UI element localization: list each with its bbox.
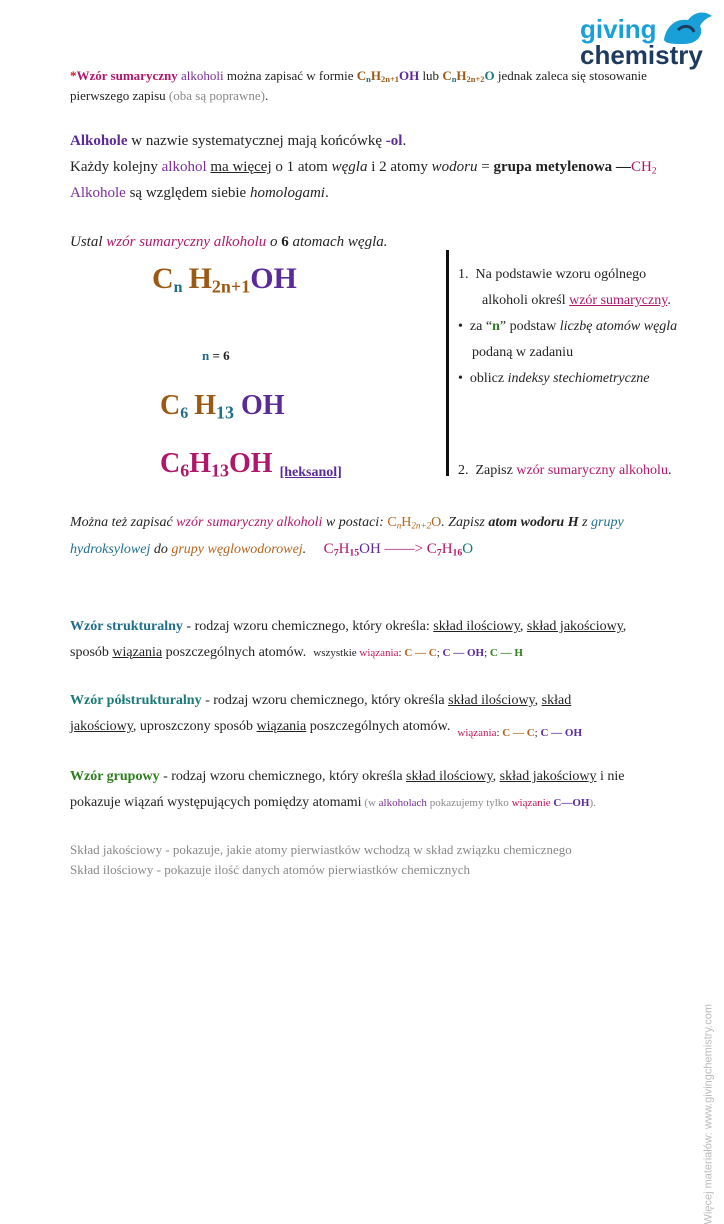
alternative-notation: Można też zapisać wzór sumaryczny alkoholi w postaci: $C_nH_{2n+2}O$. Zapisz atom wodoru H z grupy hydroksylowej do grupy węglowodorowej. $C_7H_{15}OH$ ——> $C_7H_{16}O$ — [70, 515, 624, 559]
watermark: Więcej materiałów: www.givingchemistry.com — [702, 1004, 714, 1224]
definitions — [70, 840, 572, 880]
def-qualitative: Skład jakościowy - pokazuje, jakie atomy pierwiastków wchodzą w skład związku chemicznego — [70, 842, 572, 857]
logo — [578, 12, 718, 74]
general-formula: $C_n$ $H_{2n+1}OH$ — [152, 262, 297, 297]
def-quantitative: Skład ilościowy - pokazuje ilość danych atomów pierwiastków chemicznych — [70, 862, 471, 877]
note: *Wzór sumaryczny alkoholi można zapisać w formie $C_nH_{2n+1}OH$ lub $C_nH_{2n+2}O$ jednak zaleca się stosowanie pierwszego zapisu (oba są poprawne). — [70, 68, 647, 103]
structural-formula-def: Wzór strukturalny - rodzaj wzoru chemicznego, który określa: skład ilościowy, skład jakościowy, sposób wiązania poszczególnych atomów. wszystkie wiązania: C — C; C — OH; C — H — [70, 619, 627, 660]
intro: Alkohole w nazwie systematycznej mają końcówkę -ol. Każdy kolejny alkohol ma więcej o 1 atom węgla i 2 atomy wodoru = grupa metylenowa $—CH_2$ Alkohole są względem siebie homologami. — [70, 133, 657, 201]
semistructural-formula-def: Wzór półstrukturalny - rodzaj wzoru chemicznego, który określa skład ilościowy, skład jakościowy, uproszczony sposób wiązania poszczególnych atomów. $_{wiązania: C — C; C — OH}$ — [70, 693, 583, 739]
group-formula-def: Wzór grupowy - rodzaj wzoru chemicznego, który określa skład ilościowy, skład jakościowy i nie pokazuje wiązań występujących pomiędzy atomami (w alkoholach pokazujemy tylko wiązanie C—OH). — [70, 769, 625, 810]
logo-line2: chemistry — [580, 40, 703, 70]
steps: 1. Na podstawie wzoru ogólnego alkoholi określ wzór sumaryczny. • za “n” podstaw liczbę atomów węgla podaną w zadaniu • oblicz indeksy stechiometryczne 2. Zapisz wzór sumaryczny alkoholu. — [458, 267, 678, 478]
substituted-formula: $C_6$ $H_{13}$ OH — [160, 390, 285, 423]
n-equals: n = 6 — [202, 348, 230, 363]
divider — [446, 250, 449, 476]
task: Ustal wzór sumaryczny alkoholu o 6 atomach węgla. — [70, 234, 388, 250]
logo-line1: giving — [580, 14, 657, 44]
final-formula: $C_6H_{13}OH$ [heksanol] — [160, 448, 342, 481]
